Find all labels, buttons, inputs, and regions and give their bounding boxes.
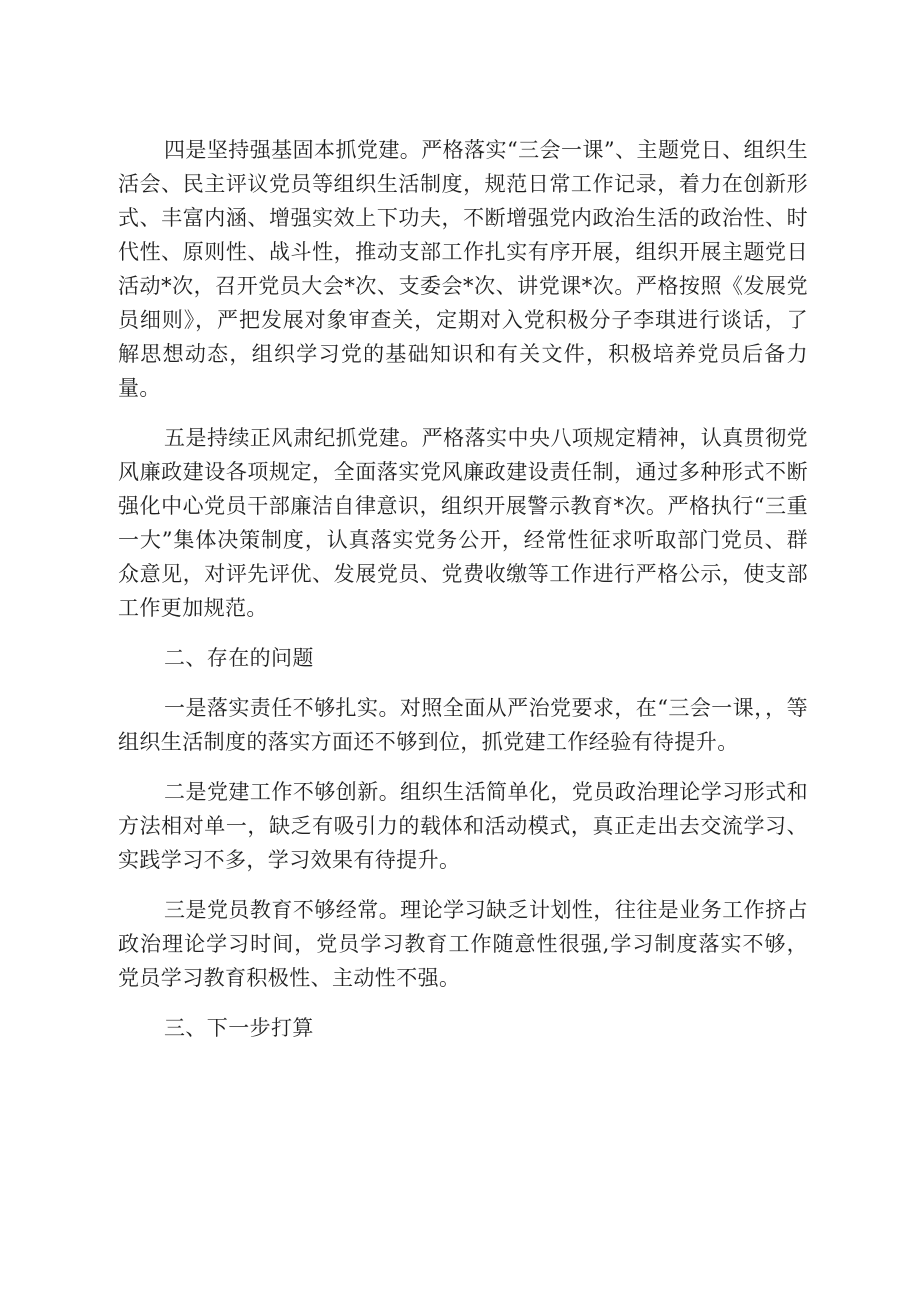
paragraph-problem-two: 二是党建工作不够创新。组织生活简单化，党员政治理论学习形式和方法相对单一，缺乏有吸引力的载体和活动模式，真正走出去交流学习、实践学习不多，学习效果有待提升。	[118, 780, 808, 872]
paragraph-party-building-five: 五是持续正风肃纪抓党建。严格落实中央八项规定精神，认真贯彻党风廉政建设各项规定，全面落实党风廉政建设责任制，通过多种形式不断强化中心党员干部廉洁自律意识，组织开展警示教育*次。严格执行“三重一大”集体决策制度，认真落实党务公开，经常性征求听取部门党员、群众意见，对评先评优、发展党员、党费收缴等工作进行严格公示，使支部工作更加规范。	[118, 426, 808, 620]
document-body	[118, 133, 808, 1061]
paragraph-party-building-four: 四是坚持强基固本抓党建。严格落实“三会一课”、主题党日、组织生活会、民主评议党员等组织生活制度，规范日常工作记录，着力在创新形式、丰富内涵、增强实效上下功夫，不断增强党内政治生活的政治性、时代性、原则性、战斗性，推动支部工作扎实有序开展，组织开展主题党日活动*次，召开党员大会*次、支委会*次、讲党课*次。严格按照《发展党员细则》，严把发展对象审查关，定期对入党积极分子李琪进行谈话，了解思想动态，组织学习党的基础知识和有关文件，积极培养党员后备力量。	[118, 138, 808, 400]
section-heading-problems: 二、存在的问题	[164, 646, 314, 670]
paragraph-problem-three: 三是党员教育不够经常。理论学习缺乏计划性，往往是业务工作挤占政治理论学习时间，党员学习教育工作随意性很强,学习制度落实不够，党员学习教育积极性、主动性不强。	[118, 898, 808, 990]
paragraph-problem-one: 一是落实责任不够扎实。对照全面从严治党要求，在“三会一课，，等组织生活制度的落实方面还不够到位，抓党建工作经验有待提升。	[118, 696, 808, 754]
section-heading-next-steps: 三、下一步打算	[164, 1016, 314, 1040]
